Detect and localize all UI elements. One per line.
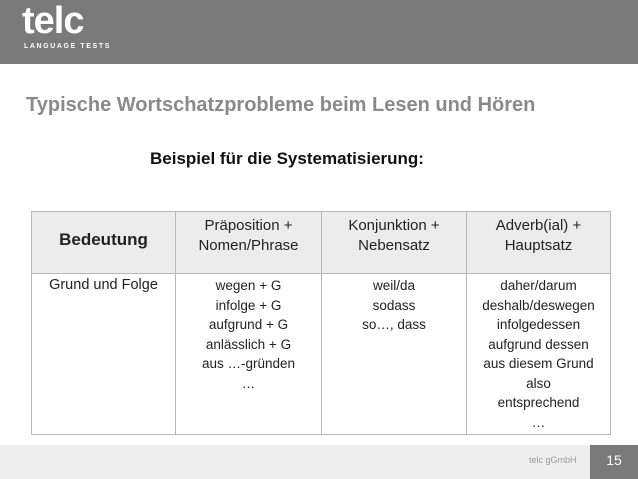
footer-organization: telc gGmbH [529, 455, 577, 465]
page-subtitle: Beispiel für die Systematisierung: [150, 149, 424, 168]
header-line: Nebensatz [358, 237, 430, 254]
table-row [32, 274, 611, 435]
cell-line: aufgrund + G [208, 317, 289, 332]
cell-line: … [241, 375, 256, 391]
page-title: Typische Wortschatzprobleme beim Lesen und Hören [26, 94, 536, 116]
cell-line: anlässlich + G [205, 336, 292, 352]
table-header-row [32, 212, 611, 274]
cell-praeposition [176, 274, 322, 435]
header-line: Adverb(ial) + [495, 217, 582, 234]
page-number: 15 [606, 452, 622, 468]
cell-bedeutung [32, 274, 176, 435]
header-bar [0, 0, 638, 64]
cell-line: infolge + G [215, 297, 282, 313]
telc-logo [22, 0, 122, 56]
cell-line: deshalb/deswegen [482, 297, 595, 313]
header-line: Nomen/Phrase [198, 237, 299, 254]
cell-line: daher/darum [500, 278, 577, 293]
logo-wordmark: telc [22, 0, 84, 42]
cell-line: infolgedessen [496, 317, 581, 332]
cell-line: entsprechend [497, 395, 580, 410]
cell-line: so…, dass [362, 317, 426, 332]
cell-line: sodass [372, 297, 416, 313]
header-line: Präposition + [204, 217, 293, 234]
cell-konjunktion [322, 274, 467, 435]
cell-line: weil/da [372, 278, 416, 293]
cell-line: Grund und Folge [49, 277, 158, 293]
header-konjunktion [322, 212, 467, 274]
cell-adverbial [467, 274, 611, 435]
cell-line: … [531, 414, 546, 430]
cell-line: aus diesem Grund [483, 356, 594, 371]
header-line: Konjunktion + [348, 217, 440, 234]
header-praeposition [176, 212, 322, 274]
vocabulary-table [31, 211, 611, 435]
cell-line: aufgrund dessen [488, 336, 589, 352]
cell-line: aus …-gründen [201, 356, 296, 371]
cell-line: wegen + G [215, 278, 282, 293]
header-line: Hauptsatz [504, 237, 573, 254]
header-line: Bedeutung [59, 229, 148, 249]
logo-tagline: LANGUAGE TESTS [24, 43, 111, 50]
cell-line: also [526, 375, 551, 391]
header-bedeutung [32, 212, 176, 274]
header-adverbial [467, 212, 611, 274]
